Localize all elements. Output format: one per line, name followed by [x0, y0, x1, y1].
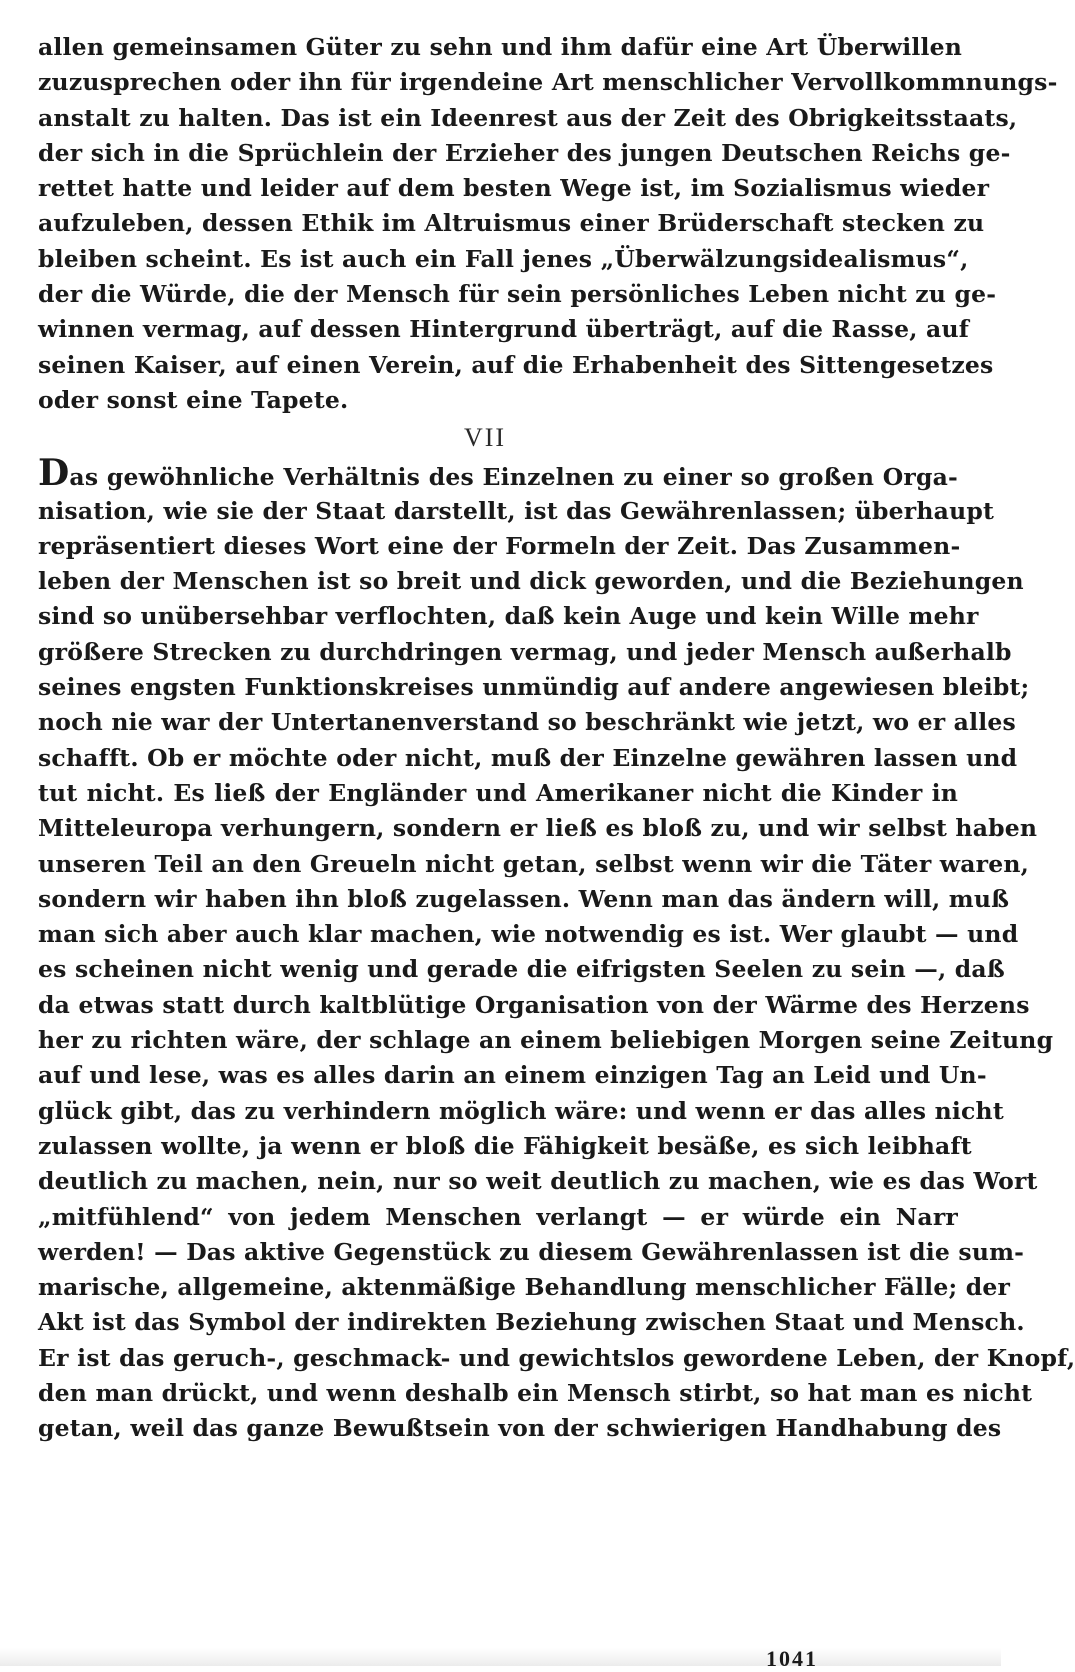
- paragraph-2: [38, 452, 1075, 1446]
- text-line: winnen vermag, auf dessen Hintergrund überträgt, auf die Rasse, auf: [38, 315, 970, 344]
- text-line: man sich aber auch klar machen, wie notwendig es ist. Wer glaubt — und: [38, 920, 1019, 949]
- text-line: „mitfühlend“ von jedem Menschen verlangt — er würde ein Narr: [38, 1202, 958, 1231]
- text-line: sind so unübersehbar verflochten, daß kein Auge und kein Wille mehr: [38, 602, 979, 631]
- text-line: deutlich zu machen, nein, nur so weit deutlich zu machen, wie es das Wort: [38, 1167, 1038, 1196]
- text-line: anstalt zu halten. Das ist ein Ideenrest aus der Zeit des Obrigkeitsstaats,: [38, 103, 1018, 132]
- text-line: zuzusprechen oder ihn für irgendeine Art menschlicher Vervollkommnungs-: [38, 68, 1058, 97]
- text-line: her zu richten wäre, der schlage an einem beliebigen Morgen seine Zeitung: [38, 1026, 1054, 1055]
- text-line: glück gibt, das zu verhindern möglich wäre: und wenn er das alles nicht: [38, 1096, 1004, 1125]
- text-line: schafft. Ob er möchte oder nicht, muß der Einzelne gewähren lassen und: [38, 743, 1018, 772]
- text-line: marische, allgemeine, aktenmäßige Behandlung menschlicher Fälle; der: [38, 1273, 1011, 1302]
- text-line: getan, weil das ganze Bewußtsein von der schwierigen Handhabung des: [38, 1414, 1002, 1443]
- page-number: 1041: [766, 1646, 818, 1671]
- text-line: werden! — Das aktive Gegenstück zu diesem Gewährenlassen ist die sum-: [38, 1237, 1025, 1266]
- text-line: sondern wir haben ihn bloß zugelassen. Wenn man das ändern will, muß: [38, 884, 1010, 913]
- text-line: tut nicht. Es ließ der Engländer und Amerikaner nicht die Kinder in: [38, 778, 958, 807]
- text-line: nisation, wie sie der Staat darstellt, ist das Gewährenlassen; überhaupt: [38, 496, 995, 525]
- text-line: Mitteleuropa verhungern, sondern er ließ es bloß zu, und wir selbst haben: [38, 814, 1038, 843]
- text-line: oder sonst eine Tapete.: [38, 385, 349, 414]
- text-line: [38, 452, 958, 495]
- section-heading: VII: [463, 423, 507, 453]
- initial-letter: D: [38, 452, 70, 495]
- text-line: Akt ist das Symbol der indirekten Beziehung zwischen Staat und Mensch.: [38, 1308, 1025, 1337]
- text-line: Er ist das geruch-, geschmack- und gewichtslos gewordene Leben, der Knopf,: [38, 1343, 1075, 1372]
- text-line: noch nie war der Untertanenverstand so beschränkt wie jetzt, wo er alles: [38, 708, 1016, 737]
- text-line: leben der Menschen ist so breit und dick geworden, und die Beziehungen: [38, 567, 1024, 596]
- text-line: zulassen wollte, ja wenn er bloß die Fähigkeit besäße, es sich leibhaft: [38, 1131, 972, 1160]
- text-line: seinen Kaiser, auf einen Verein, auf die Erhabenheit des Sittengesetzes: [38, 350, 994, 379]
- text-line: größere Strecken zu durchdringen vermag, und jeder Mensch außerhalb: [38, 637, 1012, 666]
- text-line: der sich in die Sprüchlein der Erzieher des jungen Deutschen Reichs ge-: [38, 138, 1011, 167]
- text-line: es scheinen nicht wenig und gerade die eifrigsten Seelen zu sein —, daß: [38, 955, 1005, 984]
- text-line: seines engsten Funktionskreises unmündig auf andere angewiesen bleibt;: [38, 673, 1030, 702]
- text-line: da etwas statt durch kaltblütige Organisation von der Wärme des Herzens: [38, 990, 1030, 1019]
- text-line: aufzuleben, dessen Ethik im Altruismus einer Brüderschaft stecken zu: [38, 209, 985, 238]
- text-line: repräsentiert dieses Wort eine der Formeln der Zeit. Das Zusammen-: [38, 531, 961, 560]
- text-line: rettet hatte und leider auf dem besten Wege ist, im Sozialismus wieder: [38, 174, 990, 203]
- text-line: auf und lese, was es alles darin an einem einzigen Tag an Leid und Un-: [38, 1061, 987, 1090]
- first-line-text: as gewöhnliche Verhältnis des Einzelnen zu einer so großen Orga-: [69, 463, 958, 492]
- text-line: unseren Teil an den Greueln nicht getan, selbst wenn wir die Täter waren,: [38, 849, 1030, 878]
- paragraph-1: [38, 30, 1058, 418]
- text-line: allen gemeinsamen Güter zu sehn und ihm dafür eine Art Überwillen: [38, 33, 963, 61]
- text-line: der die Würde, die der Mensch für sein persönliches Leben nicht zu ge-: [38, 280, 997, 309]
- page-bottom-edge: [0, 1648, 1001, 1666]
- text-line: den man drückt, und wenn deshalb ein Mensch stirbt, so hat man es nicht: [38, 1378, 1033, 1407]
- body-text: [38, 30, 1075, 1447]
- text-line: bleiben scheint. Es ist auch ein Fall jenes „Überwälzungsidealismus“,: [38, 244, 969, 273]
